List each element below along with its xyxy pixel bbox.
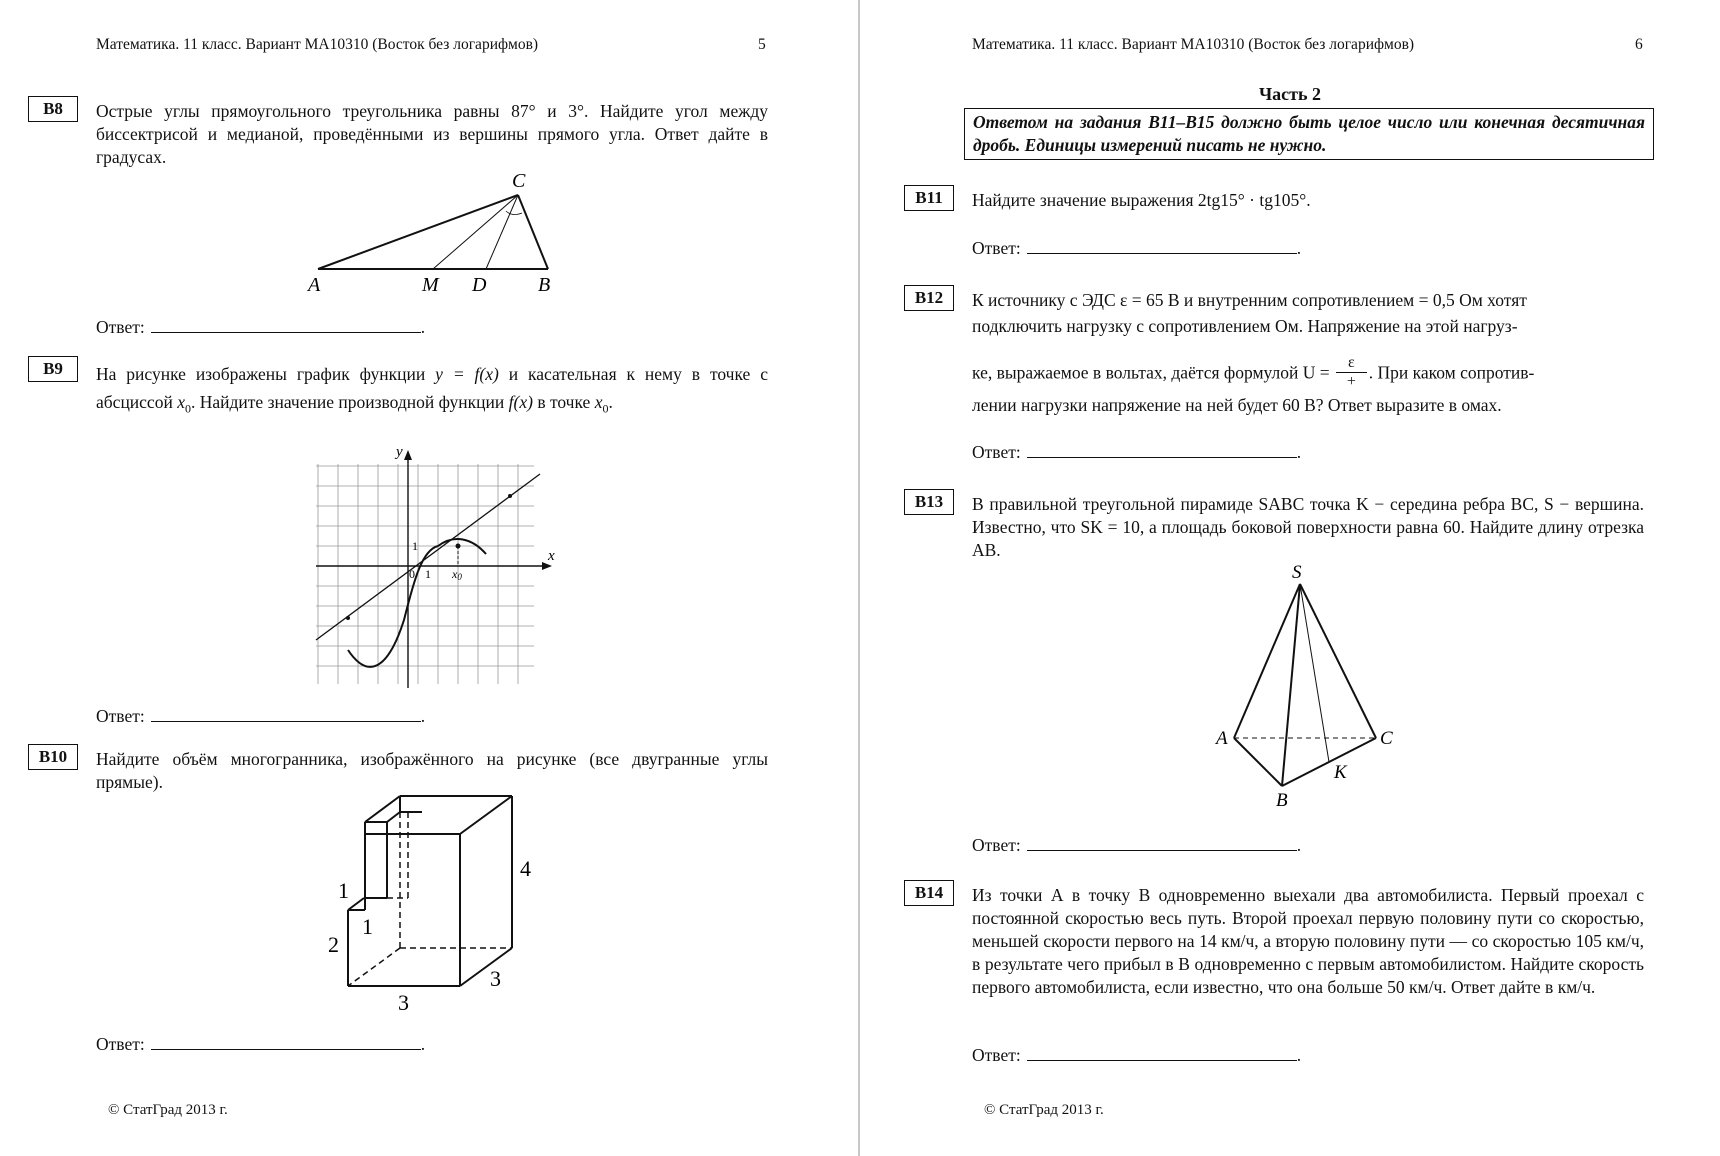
task-b12-line-2: подключить нагрузку с сопротивлением Ом. Напряжение на этой нагруз- <box>972 316 1518 336</box>
function-graph <box>312 444 562 690</box>
part-title: Часть 2 <box>1258 84 1322 104</box>
answer-b11[interactable]: Ответ: . <box>972 238 1302 258</box>
point-c-label: C <box>1380 728 1393 749</box>
unit-y-label: 1 <box>412 539 418 553</box>
task-label-b11: B11 <box>904 185 954 211</box>
point-a-label: A <box>308 274 321 295</box>
dim-label: 3 <box>398 990 409 1015</box>
axis-x-label: x <box>548 548 555 564</box>
point-c-label: C <box>512 170 526 192</box>
triangle-figure <box>300 165 570 295</box>
task-label-b10: B10 <box>28 744 78 770</box>
task-b14-text: Из точки А в точку В одновременно выехали два автомобилиста. Первый проехал с постоянной скоростью весь путь. Второй проехал первую половину пути со скоростью, меньшей скорости первого на 14 км/ч, а вторую половину пути — со скоростью 105 км/ч, в результате чего прибыл в В одновременно с первым автомобилистом. Найдите скорость первого автомобилиста, если известно, что она больше 50 км/ч. Ответ дайте в км/ч. <box>972 885 1644 997</box>
answer-b9[interactable]: Ответ: . <box>96 706 426 726</box>
task-b12-line-1: К источнику с ЭДС ε = 65 В и внутренним сопротивлением = 0,5 Ом хотят <box>972 290 1527 310</box>
task-b8-text: Острые углы прямоугольного треугольника равны 87° и 3°. Найдите угол между биссектрисой и медианой, проведёнными из вершины прямого угла. Ответ дайте в градусах. <box>96 101 768 167</box>
answer-line[interactable] <box>151 318 421 333</box>
right-page <box>860 0 1720 1156</box>
answer-line[interactable] <box>1027 239 1297 254</box>
answer-line[interactable] <box>151 1035 421 1050</box>
point-d-label: D <box>472 274 487 295</box>
task-b9-text: На рисунке изображены график функции y = f(x) и касательная к нему в точке с абсциссой $x_0$. Найдите значение производной функции f(x) в точке $x_0$. <box>96 364 768 416</box>
point-a-label: A <box>1216 728 1228 749</box>
page-header: Математика. 11 класс. Вариант МА10310 (Восток без логарифмов) <box>96 36 539 53</box>
dim-label: 1 <box>362 914 373 939</box>
copyright: © СтатГрад 2013 г. <box>108 1102 228 1118</box>
axis-y-label: y <box>396 444 403 460</box>
origin-label: 0 <box>409 567 415 581</box>
dim-label: 4 <box>520 856 531 881</box>
answer-line[interactable] <box>1027 1046 1297 1061</box>
left-page <box>0 0 858 1156</box>
task-b13-text: В правильной треугольной пирамиде SABC точка K − середина ребра BC, S − вершина. Известно, что SK = 10, а площадь боковой поверхности равна 60. Найдите длину отрезка AB. <box>972 494 1644 560</box>
copyright: © СтатГрад 2013 г. <box>984 1102 1104 1118</box>
unit-x-label: 1 <box>425 567 431 581</box>
task-b12-line-3: ке, выражаемое в вольтах, даётся формулой U = ε + . При каком сопротив- <box>972 354 1535 390</box>
task-b10-text: Найдите объём многогранника, изображённого на рисунке (все двугранные углы прямые). <box>96 749 768 792</box>
point-b-label: B <box>538 274 551 295</box>
task-b12-line-4: лении нагрузки напряжение на ней будет 60 В? Ответ выразите в омах. <box>972 395 1502 415</box>
answer-b12[interactable]: Ответ: . <box>972 442 1302 462</box>
point-k-label: K <box>1334 762 1347 783</box>
polyhedron-figure <box>320 784 550 1016</box>
task-label-b13: B13 <box>904 489 954 515</box>
answer-b10[interactable]: Ответ: . <box>96 1034 426 1054</box>
x0-label: x0 <box>452 567 462 582</box>
point-b-label: B <box>1276 790 1288 810</box>
point-m-label: M <box>422 274 439 295</box>
task-label-b9: B9 <box>28 356 78 382</box>
dim-label: 1 <box>338 878 349 903</box>
dim-label: 2 <box>328 932 339 957</box>
answer-b13[interactable]: Ответ: . <box>972 835 1302 855</box>
answer-b8[interactable]: Ответ: . <box>96 317 426 337</box>
answer-line[interactable] <box>151 707 421 722</box>
part-note: Ответом на задания B11–B15 должно быть целое число или конечная десятичная дробь. Единицы измерений писать не нужно. <box>964 108 1654 160</box>
pyramid-figure <box>1210 560 1420 810</box>
task-label-b8: B8 <box>28 96 78 122</box>
task-label-b14: B14 <box>904 880 954 906</box>
point-s-label: S <box>1292 562 1302 583</box>
task-b11-text: Найдите значение выражения 2tg15° · tg105°. <box>972 190 1311 210</box>
page-number: 5 <box>758 36 766 53</box>
page-number: 6 <box>1635 36 1643 53</box>
answer-line[interactable] <box>1027 836 1297 851</box>
answer-b14[interactable]: Ответ: . <box>972 1045 1302 1065</box>
dim-label: 3 <box>490 966 501 991</box>
task-label-b12: B12 <box>904 285 954 311</box>
answer-line[interactable] <box>1027 443 1297 458</box>
page-header: Математика. 11 класс. Вариант МА10310 (Восток без логарифмов) <box>972 36 1415 53</box>
